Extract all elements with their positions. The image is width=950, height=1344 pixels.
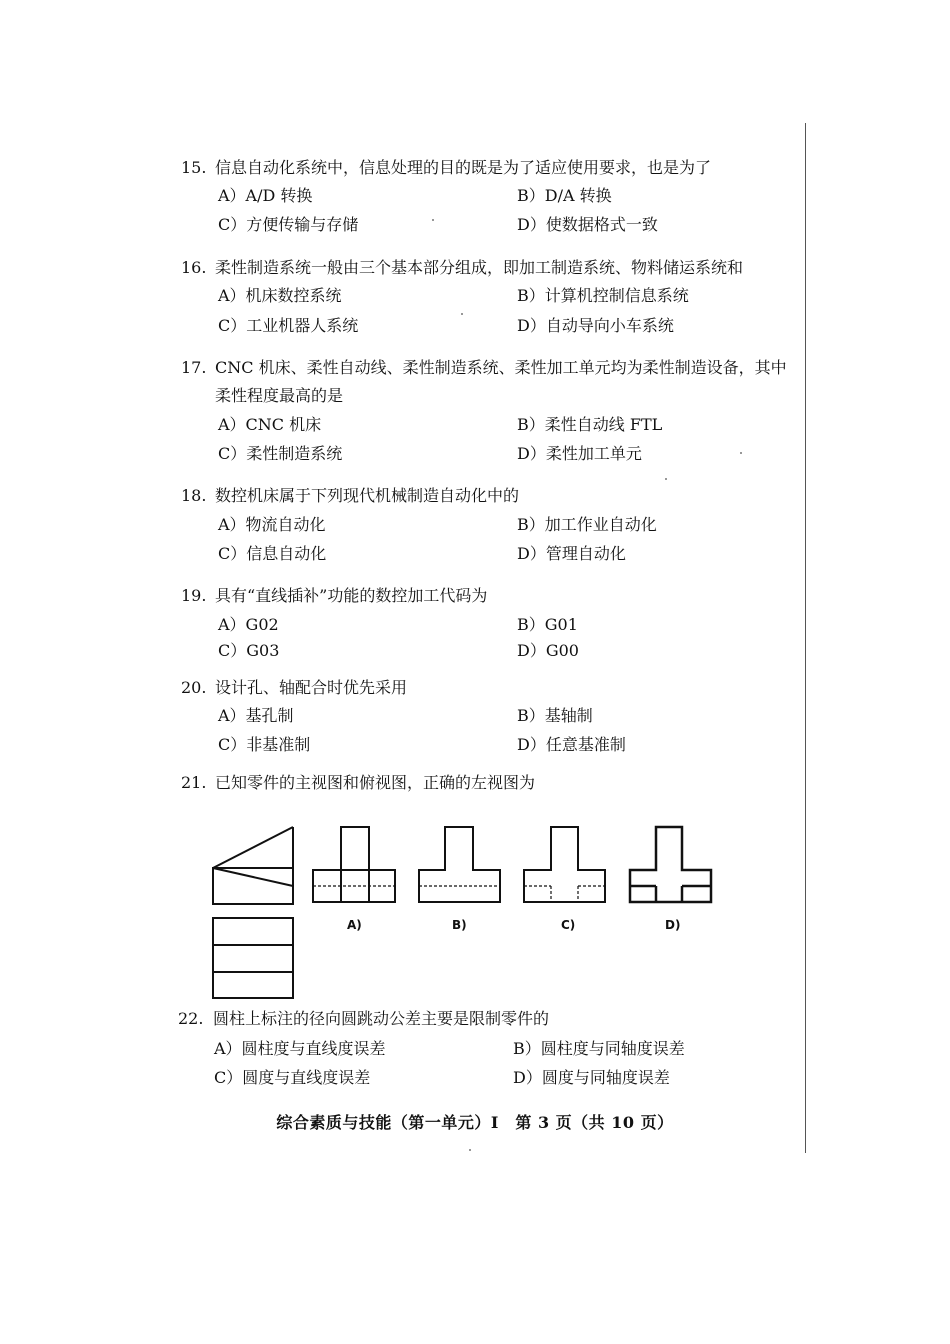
scan-speck: [461, 313, 463, 315]
question-number: 15.: [181, 158, 207, 177]
scan-speck: [432, 219, 434, 221]
option-a: A）基孔制: [218, 706, 294, 725]
question-text-continued: 柔性程度最高的是: [215, 386, 344, 405]
option-d: D）任意基准制: [517, 735, 626, 754]
option-c: C）工业机器人系统: [218, 316, 359, 335]
question-number: 16.: [181, 258, 207, 277]
top-view: [213, 918, 293, 998]
option-d: D）自动导向小车系统: [517, 316, 674, 335]
option-a-view: [313, 827, 395, 902]
option-a: A）A/D 转换: [218, 186, 313, 205]
option-d: D）管理自动化: [517, 544, 626, 563]
question-number: 21.: [181, 773, 207, 792]
question-number: 20.: [181, 678, 207, 697]
figure-drawing: [208, 822, 718, 1004]
question-text: 数控机床属于下列现代机械制造自动化中的: [215, 486, 520, 505]
question-text: 具有“直线插补”功能的数控加工代码为: [215, 586, 488, 605]
option-d: D）柔性加工单元: [517, 444, 642, 463]
question-number: 22.: [178, 1009, 204, 1028]
option-c: C）G03: [218, 641, 280, 660]
question-number: 18.: [181, 486, 207, 505]
figure-label-b: B): [452, 918, 467, 932]
question-text: 信息自动化系统中，信息处理的目的既是为了适应使用要求，也是为了: [215, 158, 712, 177]
question-number: 17.: [181, 358, 207, 377]
option-c: C）圆度与直线度误差: [214, 1068, 371, 1087]
option-a: A）G02: [218, 615, 279, 634]
option-c-view: [524, 827, 605, 902]
page-footer: 综合素质与技能（第一单元）Ⅰ 第 3 页（共 10 页）: [276, 1113, 674, 1132]
question-text: 设计孔、轴配合时优先采用: [215, 678, 408, 697]
figure-label-c: C): [561, 918, 576, 932]
option-b: B）计算机控制信息系统: [517, 286, 689, 305]
figure-label-d: D): [665, 918, 681, 932]
question-text: 柔性制造系统一般由三个基本部分组成，即加工制造系统、物料储运系统和: [215, 258, 744, 277]
question-text: 已知零件的主视图和俯视图，正确的左视图为: [215, 773, 536, 792]
scan-speck: [665, 478, 667, 480]
option-d: D）G00: [517, 641, 579, 660]
option-c: C）方便传输与存储: [218, 215, 359, 234]
option-b-view: [419, 827, 500, 902]
question-text: 圆柱上标注的径向圆跳动公差主要是限制零件的: [213, 1009, 550, 1028]
option-b: B）加工作业自动化: [517, 515, 657, 534]
scan-speck: [469, 1149, 471, 1151]
figure-label-a: A): [347, 918, 362, 932]
option-b: B）基轴制: [517, 706, 593, 725]
option-d: D）使数据格式一致: [517, 215, 658, 234]
option-d: D）圆度与同轴度误差: [513, 1068, 670, 1087]
option-a: A）机床数控系统: [218, 286, 342, 305]
binding-margin-line: [805, 123, 806, 1153]
option-a: A）圆柱度与直线度误差: [214, 1039, 386, 1058]
option-d-view: [630, 827, 711, 902]
option-c: C）柔性制造系统: [218, 444, 343, 463]
option-a: A）CNC 机床: [218, 415, 322, 434]
option-b: B）柔性自动线 FTL: [517, 415, 663, 434]
question-number: 19.: [181, 586, 207, 605]
option-b: B）D/A 转换: [517, 186, 612, 205]
option-a: A）物流自动化: [218, 515, 326, 534]
option-c: C）信息自动化: [218, 544, 327, 563]
front-view: [213, 827, 293, 904]
option-b: B）G01: [517, 615, 578, 634]
option-c: C）非基准制: [218, 735, 311, 754]
orthographic-views-figure: [208, 822, 718, 1004]
question-text: CNC 机床、柔性自动线、柔性制造系统、柔性加工单元均为柔性制造设备，其中: [215, 358, 787, 377]
option-b: B）圆柱度与同轴度误差: [513, 1039, 685, 1058]
scan-speck: [740, 452, 742, 454]
